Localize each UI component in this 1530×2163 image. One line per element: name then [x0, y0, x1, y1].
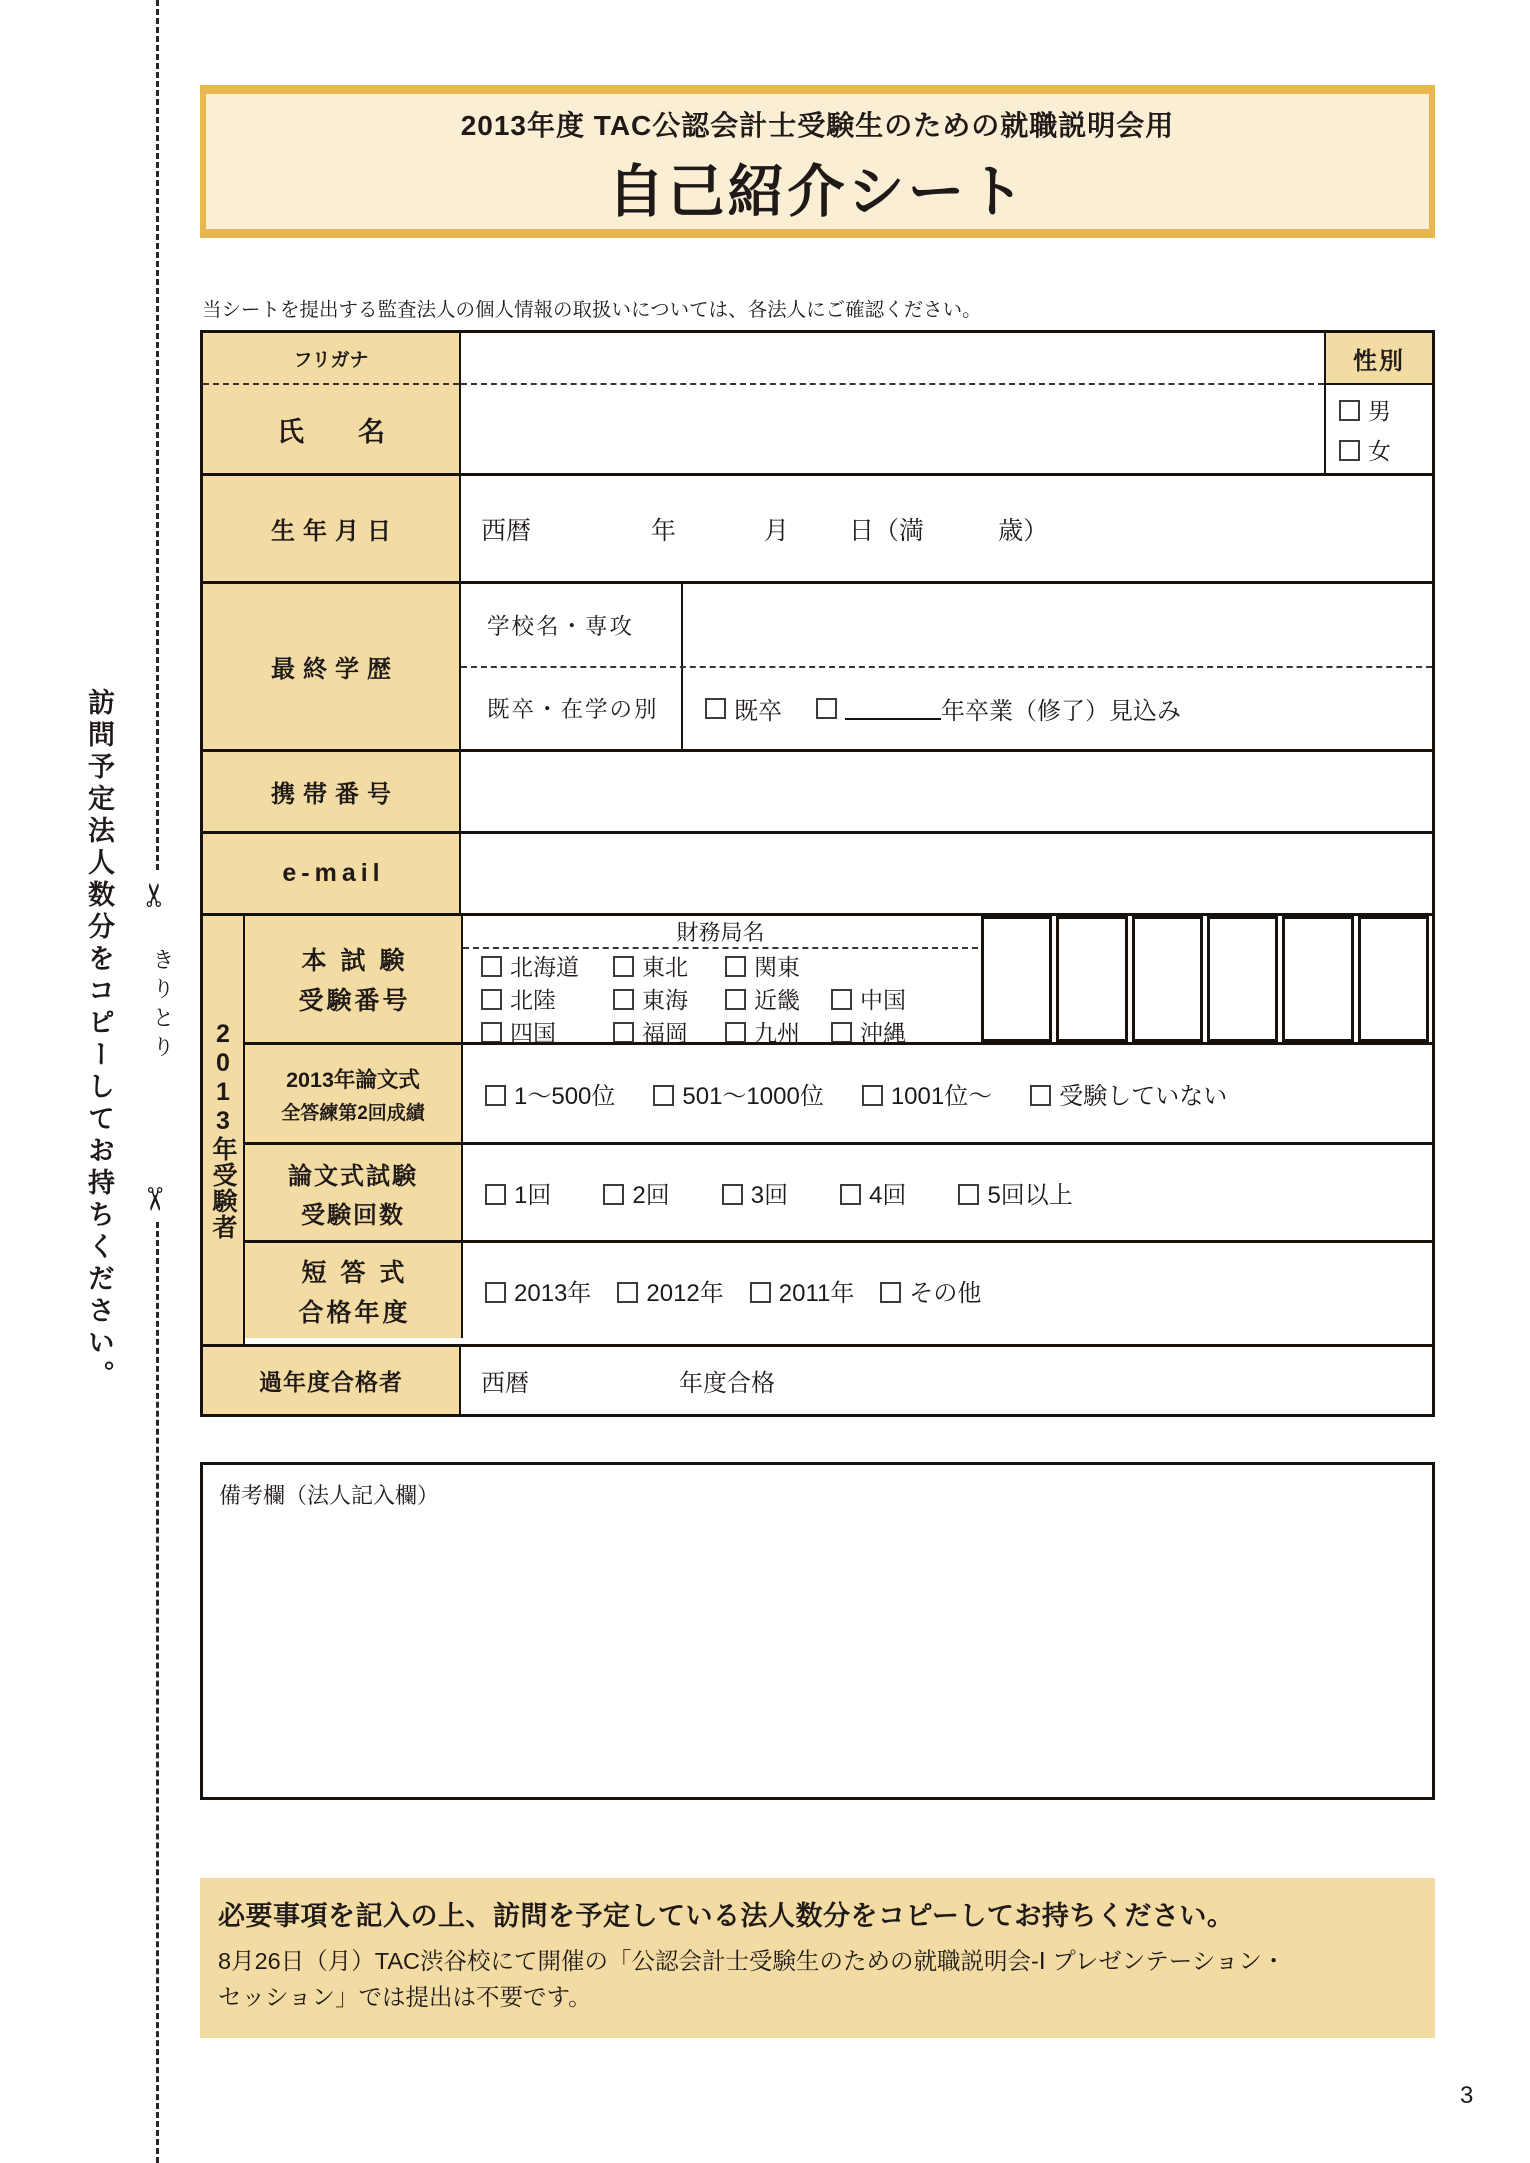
graduated-label: 既卒	[734, 697, 782, 725]
title-box	[200, 85, 1435, 238]
rank-checkbox[interactable]	[653, 1085, 674, 1106]
mobile-row	[203, 749, 1432, 831]
birthdate-row	[203, 473, 1432, 581]
attempts-option	[603, 1175, 669, 1210]
cut-line	[156, 1222, 159, 2163]
bureau-checkbox[interactable]	[613, 1022, 634, 1043]
attempts-label: 2回	[632, 1182, 670, 1209]
email-input-area[interactable]	[461, 834, 1432, 913]
name-label-cell	[203, 333, 461, 473]
examinee-2013-block	[203, 913, 1432, 1344]
scissors-icon: ✂	[136, 1185, 173, 1213]
bureau-label: 九州	[754, 1020, 800, 1046]
pass-year-checkbox[interactable]	[617, 1282, 638, 1303]
bureau-option	[725, 949, 831, 982]
pass-year-label: 2012年	[646, 1280, 724, 1307]
pass-year-option	[617, 1273, 723, 1308]
school-input-area[interactable]	[683, 584, 1432, 666]
attempts-checkbox[interactable]	[485, 1184, 506, 1205]
past-suffix-label: 年度合格	[679, 1370, 775, 1397]
past-year-passer-row	[203, 1344, 1432, 1414]
exam-number-label-cell	[245, 916, 463, 1042]
rank-label: 1001位～	[890, 1083, 993, 1110]
side-copy-instruction: 訪問予定法人数分をコピーしてお持ちください。	[84, 688, 114, 1392]
gender-male-option	[1339, 393, 1432, 426]
attempts-option	[840, 1175, 906, 1210]
bureau-checkbox[interactable]	[481, 956, 502, 977]
attempts-options	[463, 1145, 1432, 1240]
pass-year-checkbox[interactable]	[880, 1282, 901, 1303]
gender-options	[1326, 385, 1432, 473]
pass-year-checkbox[interactable]	[750, 1282, 771, 1303]
day-age-label: 日（満	[849, 516, 925, 545]
year-label: 年	[651, 516, 677, 545]
birthdate-input-area[interactable]	[461, 476, 1432, 581]
age-end-label: 歳）	[998, 516, 1049, 545]
exam-number-digit-box[interactable]	[1282, 916, 1353, 1042]
status-label: 既卒・在学の別	[461, 668, 683, 750]
bureau-label: 近畿	[754, 987, 800, 1013]
attempts-option	[958, 1175, 1072, 1210]
bureau-checkbox[interactable]	[831, 989, 852, 1010]
remarks-box[interactable]	[200, 1462, 1435, 1800]
attempts-label: 4回	[869, 1182, 907, 1209]
education-row	[203, 581, 1432, 749]
bureau-row-1	[481, 949, 978, 982]
bureau-label: 東海	[642, 987, 688, 1013]
furigana-input-area[interactable]	[461, 333, 1324, 385]
attempts-checkbox[interactable]	[958, 1184, 979, 1205]
footer-note	[218, 1943, 1415, 2016]
finance-bureau-header: 財務局名	[463, 916, 978, 949]
bureau-checkbox[interactable]	[831, 1022, 852, 1043]
examinee-2013-rows	[245, 916, 1432, 1344]
attempts-label-line1: 論文式試験	[288, 1162, 418, 1190]
past-era-label: 西暦	[481, 1370, 529, 1397]
furigana-label: フリガナ	[203, 333, 459, 385]
rank-label: 受験していない	[1059, 1083, 1228, 1110]
cut-line	[156, 0, 159, 870]
bureau-label: 福岡	[642, 1020, 688, 1046]
gender-column	[1324, 333, 1432, 473]
gender-female-label: 女	[1368, 437, 1391, 464]
school-label: 学校名・専攻	[461, 584, 683, 666]
mock-exam-result-options	[463, 1045, 1432, 1142]
exam-number-digit-box[interactable]	[981, 916, 1052, 1042]
birthdate-label: 生年月日	[203, 476, 461, 581]
footer-note-line1: 8月26日（月）TAC渋谷校にて開催の「公認会計士受験生のための就職説明会-Ⅰ プレゼンテーション・	[218, 1948, 1286, 1974]
attempts-checkbox[interactable]	[603, 1184, 624, 1205]
exam-number-label-line2: 受験番号	[298, 987, 411, 1015]
bureau-option	[725, 982, 831, 1015]
pass-year-label: 2011年	[778, 1280, 855, 1307]
name-label: 氏 名	[277, 416, 385, 447]
education-sub-rows	[461, 584, 1432, 749]
page-title: 自己紹介シート	[607, 160, 1028, 224]
short-answer-label-line2: 合格年度	[298, 1298, 411, 1327]
bureau-label: 四国	[510, 1020, 556, 1046]
pass-year-label: 2013年	[514, 1280, 592, 1307]
scissors-icon: ✂	[136, 881, 173, 909]
mock-exam-label-line2: 全答練第2回成績	[281, 1102, 425, 1124]
gender-male-checkbox[interactable]	[1339, 400, 1360, 421]
bureau-label: 中国	[860, 987, 906, 1013]
attempts-label: 3回	[750, 1182, 789, 1209]
page-number: 3	[1460, 2082, 1474, 2109]
bureau-label: 関東	[754, 954, 800, 980]
bureau-row-2	[481, 982, 978, 1015]
email-label: e-mail	[203, 834, 461, 913]
bureau-checkbox[interactable]	[613, 956, 634, 977]
footer-instruction-box	[200, 1878, 1435, 2038]
pass-year-option	[750, 1273, 855, 1308]
bureau-option	[481, 949, 613, 982]
graduation-year-blank[interactable]	[845, 696, 941, 720]
bureau-option	[831, 982, 978, 1015]
rank-checkbox[interactable]	[485, 1085, 506, 1106]
past-year-passer-label: 過年度合格者	[203, 1347, 461, 1414]
examinee-2013-vertical-label-cell	[203, 916, 245, 1344]
bureau-label: 北陸	[510, 987, 556, 1013]
graduated-checkbox[interactable]	[705, 698, 726, 719]
rank-option	[485, 1076, 615, 1111]
bureau-checkbox[interactable]	[481, 989, 502, 1010]
attempts-label-cell	[245, 1145, 463, 1240]
bureau-checkbox[interactable]	[725, 956, 746, 977]
exam-number-label-line1: 本試験	[301, 947, 419, 975]
exam-number-digit-box[interactable]	[1358, 916, 1429, 1042]
expected-label: 年卒業（修了）見込み	[941, 697, 1181, 725]
rank-checkbox[interactable]	[862, 1085, 883, 1106]
footer-bold-line: 必要事項を記入の上、訪問を予定している法人数分をコピーしてお持ちください。	[218, 1901, 1235, 1931]
mock-exam-result-row	[245, 1042, 1432, 1142]
rank-option	[653, 1076, 823, 1111]
cut-line-label: きりとり	[150, 948, 175, 1064]
mobile-label: 携帯番号	[203, 752, 461, 831]
bureau-label: 沖縄	[860, 1020, 906, 1046]
school-sub-row	[461, 584, 1432, 666]
gender-female-option	[1339, 433, 1432, 466]
event-subtitle: 2013年度 TAC公認会計士受験生のための就職説明会用	[460, 110, 1175, 141]
short-answer-label-line1: 短答式	[301, 1258, 419, 1287]
examinee-2013-vertical-label: 2013年受験者	[209, 1020, 237, 1240]
education-label: 最終学歴	[203, 584, 461, 749]
attempts-checkbox[interactable]	[840, 1184, 861, 1205]
email-row	[203, 831, 1432, 913]
rank-label: 1～500位	[514, 1083, 616, 1110]
footer-note-line2: セッション」では提出は不要です。	[218, 1984, 592, 2011]
status-input-area	[683, 668, 1432, 750]
era-label: 西暦	[481, 516, 532, 545]
bureau-label: 東北	[642, 954, 688, 980]
bureau-option	[481, 982, 613, 1015]
exam-number-digit-box[interactable]	[1056, 916, 1127, 1042]
pass-year-option	[880, 1273, 981, 1308]
mock-exam-result-label-cell	[245, 1045, 463, 1142]
expected-checkbox[interactable]	[816, 698, 837, 719]
form-table	[200, 330, 1435, 1417]
month-label: 月	[764, 516, 790, 545]
short-answer-options	[463, 1243, 1432, 1338]
finance-bureau-cell	[463, 916, 978, 1046]
bureau-checkbox[interactable]	[725, 1022, 746, 1043]
attempts-checkbox[interactable]	[722, 1184, 743, 1205]
attempts-option	[485, 1175, 551, 1210]
exam-number-digit-box[interactable]	[1207, 916, 1278, 1042]
privacy-notice: 当シートを提出する監査法人の個人情報の取扱いについては、各法人にご確認ください。	[202, 299, 982, 321]
attempts-label: 5回以上	[987, 1182, 1073, 1209]
remarks-label: 備考欄（法人記入欄）	[219, 1483, 440, 1508]
bureau-label: 北海道	[510, 954, 579, 980]
bureau-option	[613, 982, 725, 1015]
status-sub-row	[461, 666, 1432, 750]
bureau-checkbox[interactable]	[481, 1022, 502, 1043]
exam-number-digit-boxes	[978, 916, 1432, 1042]
attempts-option	[722, 1175, 788, 1210]
mock-exam-label-line1: 2013年論文式	[286, 1067, 420, 1092]
pass-year-checkbox[interactable]	[485, 1282, 506, 1303]
gender-male-label: 男	[1368, 397, 1391, 424]
rank-label: 501～1000位	[682, 1083, 824, 1110]
short-answer-pass-year-row	[245, 1240, 1432, 1338]
exam-number-value-cell	[463, 916, 1432, 1046]
exam-number-row	[245, 916, 1432, 1046]
exam-number-digit-box[interactable]	[1132, 916, 1203, 1042]
short-answer-label-cell	[245, 1243, 463, 1338]
rank-checkbox[interactable]	[1030, 1085, 1051, 1106]
rank-option	[1030, 1076, 1227, 1111]
gender-label: 性別	[1326, 333, 1432, 385]
finance-bureau-options	[463, 949, 978, 1048]
attempts-label-line2: 受験回数	[301, 1201, 405, 1229]
attempts-label: 1回	[514, 1182, 552, 1209]
name-value-cell	[461, 333, 1324, 473]
essay-exam-attempts-row	[245, 1142, 1432, 1240]
name-row	[203, 333, 1432, 473]
name-input-area[interactable]	[461, 385, 1324, 473]
past-year-input-area[interactable]	[461, 1347, 1432, 1414]
bureau-option	[613, 949, 725, 982]
rank-option	[862, 1076, 992, 1111]
pass-year-label: その他	[909, 1280, 982, 1307]
bureau-checkbox[interactable]	[613, 989, 634, 1010]
pass-year-option	[485, 1273, 591, 1308]
bureau-checkbox[interactable]	[725, 989, 746, 1010]
mobile-input-area[interactable]	[461, 752, 1432, 831]
gender-female-checkbox[interactable]	[1339, 440, 1360, 461]
